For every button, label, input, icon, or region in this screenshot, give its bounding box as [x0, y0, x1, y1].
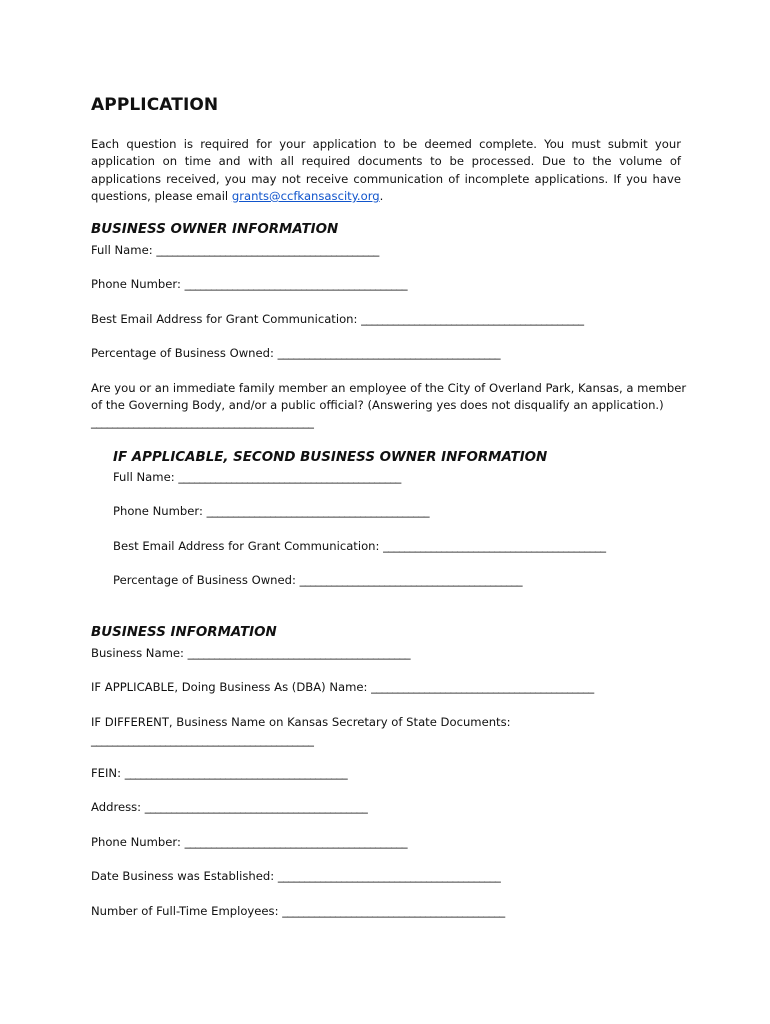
blank-line: __________________________________________ [277, 346, 501, 360]
field-label: Address: [91, 800, 142, 814]
second-owner-phone-field[interactable] [113, 503, 429, 520]
field-label: Percentage of Business Owned: [91, 346, 274, 360]
intro-end: . [379, 188, 384, 203]
field-label: Phone Number: [91, 277, 181, 291]
blank-line: __________________________________________ [124, 766, 348, 780]
owner-phone-field[interactable] [91, 276, 407, 293]
business-heading: BUSINESS INFORMATION [91, 625, 277, 640]
blank-line: __________________________________________ [277, 869, 501, 883]
blank-line: __________________________________________ [299, 573, 523, 587]
field-label: FEIN: [91, 766, 121, 780]
intro-text: Each question is required for your application to be deemed complete. You must submit your application on time and with all required documents to be processed. Due to the volume of applications received, you may not receive communication of incomplete applications. If you have questions, please email [91, 137, 681, 203]
owner-email-field[interactable] [91, 311, 584, 328]
blank-line: __________________________________________ [282, 904, 505, 918]
blank-line: __________________________________________ [184, 835, 408, 849]
field-label: Number of Full-Time Employees: [91, 904, 279, 918]
field-label: Phone Number: [91, 835, 181, 849]
owner-percentage-field[interactable] [91, 345, 500, 362]
address-field[interactable] [91, 799, 367, 816]
field-label: Date Business was Established: [91, 869, 275, 883]
field-label: Phone Number: [113, 504, 203, 518]
business-name-field[interactable] [91, 645, 410, 662]
sos-name-answer-line[interactable] [91, 732, 313, 749]
blank-line: __________________________________________ [156, 243, 379, 257]
blank-line: __________________________________________ [91, 415, 314, 429]
second-owner-full-name-field[interactable] [113, 469, 401, 486]
second-owner-heading: IF APPLICABLE, SECOND BUSINESS OWNER INFORMATION [113, 450, 548, 465]
field-label: Full Name: [113, 470, 175, 484]
public-official-answer-line[interactable] [91, 414, 313, 431]
field-label: Best Email Address for Grant Communication: [113, 539, 380, 553]
sos-name-label: IF DIFFERENT, Business Name on Kansas Secretary of State Documents: [91, 715, 511, 729]
blank-line: __________________________________________ [184, 277, 408, 291]
blank-line: __________________________________________ [371, 680, 594, 694]
field-label: IF APPLICABLE, Doing Business As (DBA) Name: [91, 680, 368, 694]
field-label: Business Name: [91, 646, 184, 660]
blank-line: __________________________________________ [383, 539, 606, 553]
blank-line: __________________________________________ [361, 312, 584, 326]
public-official-question: Are you or an immediate family member an employee of the City of Overland Park, Kansas, a member of the Governing Body, and/or a public official? (Answering yes does not disqualify an application.) [91, 381, 687, 413]
field-label: Full Name: [91, 243, 153, 257]
blank-line: __________________________________________ [178, 470, 401, 484]
second-owner-percentage-field[interactable] [113, 572, 522, 589]
page-title: APPLICATION [91, 95, 219, 115]
blank-line: __________________________________________ [144, 800, 368, 814]
intro-paragraph [91, 136, 681, 205]
email-link[interactable]: grants@ccfkansascity.org [231, 188, 380, 203]
second-owner-email-field[interactable] [113, 538, 606, 555]
date-established-field[interactable] [91, 868, 500, 885]
owner-full-name-field[interactable] [91, 242, 379, 259]
blank-line: __________________________________________ [91, 733, 314, 747]
employees-field[interactable] [91, 903, 505, 920]
blank-line: __________________________________________ [206, 504, 430, 518]
dba-name-field[interactable] [91, 679, 594, 696]
field-label: Best Email Address for Grant Communication: [91, 312, 358, 326]
business-phone-field[interactable] [91, 834, 407, 851]
field-label: Percentage of Business Owned: [113, 573, 296, 587]
fein-field[interactable] [91, 765, 347, 782]
owner-heading: BUSINESS OWNER INFORMATION [91, 222, 339, 237]
blank-line: __________________________________________ [187, 646, 411, 660]
